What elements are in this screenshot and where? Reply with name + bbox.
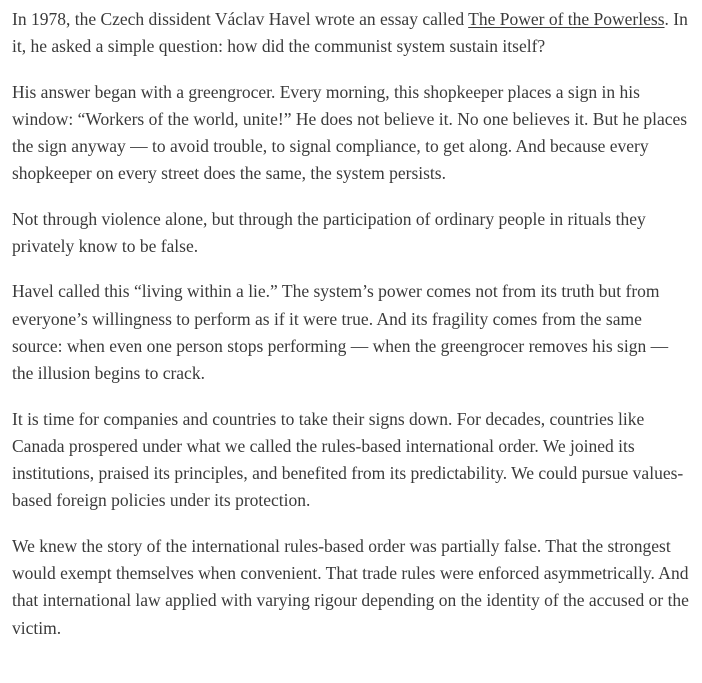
paragraph-greengrocer: His answer began with a greengrocer. Every morning, this shopkeeper places a sign in his window: “Workers of the world, unite!” He does not believe it. No one believes it. But he places the sign anyway — to avoid trouble, to signal compliance, to get along. And because every shopkeeper on every street does the same, the system persists. <box>12 81 688 184</box>
paragraph-rituals: Not through violence alone, but through the participation of ordinary people in rituals they privately know to be false. <box>12 208 646 257</box>
paragraph-partially-false: We knew the story of the international rules-based order was partially false. That the strongest would exempt themselves when convenient. That trade rules were enforced asymmetrically. And that international law applied with varying rigour depending on the identity of the accused or the victim. <box>12 535 689 638</box>
paragraph-intro <box>12 6 690 61</box>
essay-link[interactable]: The Power of the Powerless <box>468 9 665 29</box>
paragraph-intro-text-after: . In it, he asked a simple question: how did the communist system sustain itself? <box>12 9 688 57</box>
paragraph-living-within-a-lie: Havel called this “living within a lie.” The system’s power comes not from its truth but from everyone’s willingness to perform as if it were true. And its fragility comes from the same source: when even one person stops performing — when the greengrocer removes his sign — the illusion begins to crack. <box>12 281 669 384</box>
paragraph-intro-text-before: In 1978, the Czech dissident Václav Havel wrote an essay called <box>12 9 469 29</box>
paragraph-take-signs-down: It is time for companies and countries to take their signs down. For decades, countries like Canada prospered under what we called the rules-based international order. We joined its institutions, praised its principles, and benefited from its predictability. We could pursue values-based foreign policies under its protection. <box>12 408 684 511</box>
